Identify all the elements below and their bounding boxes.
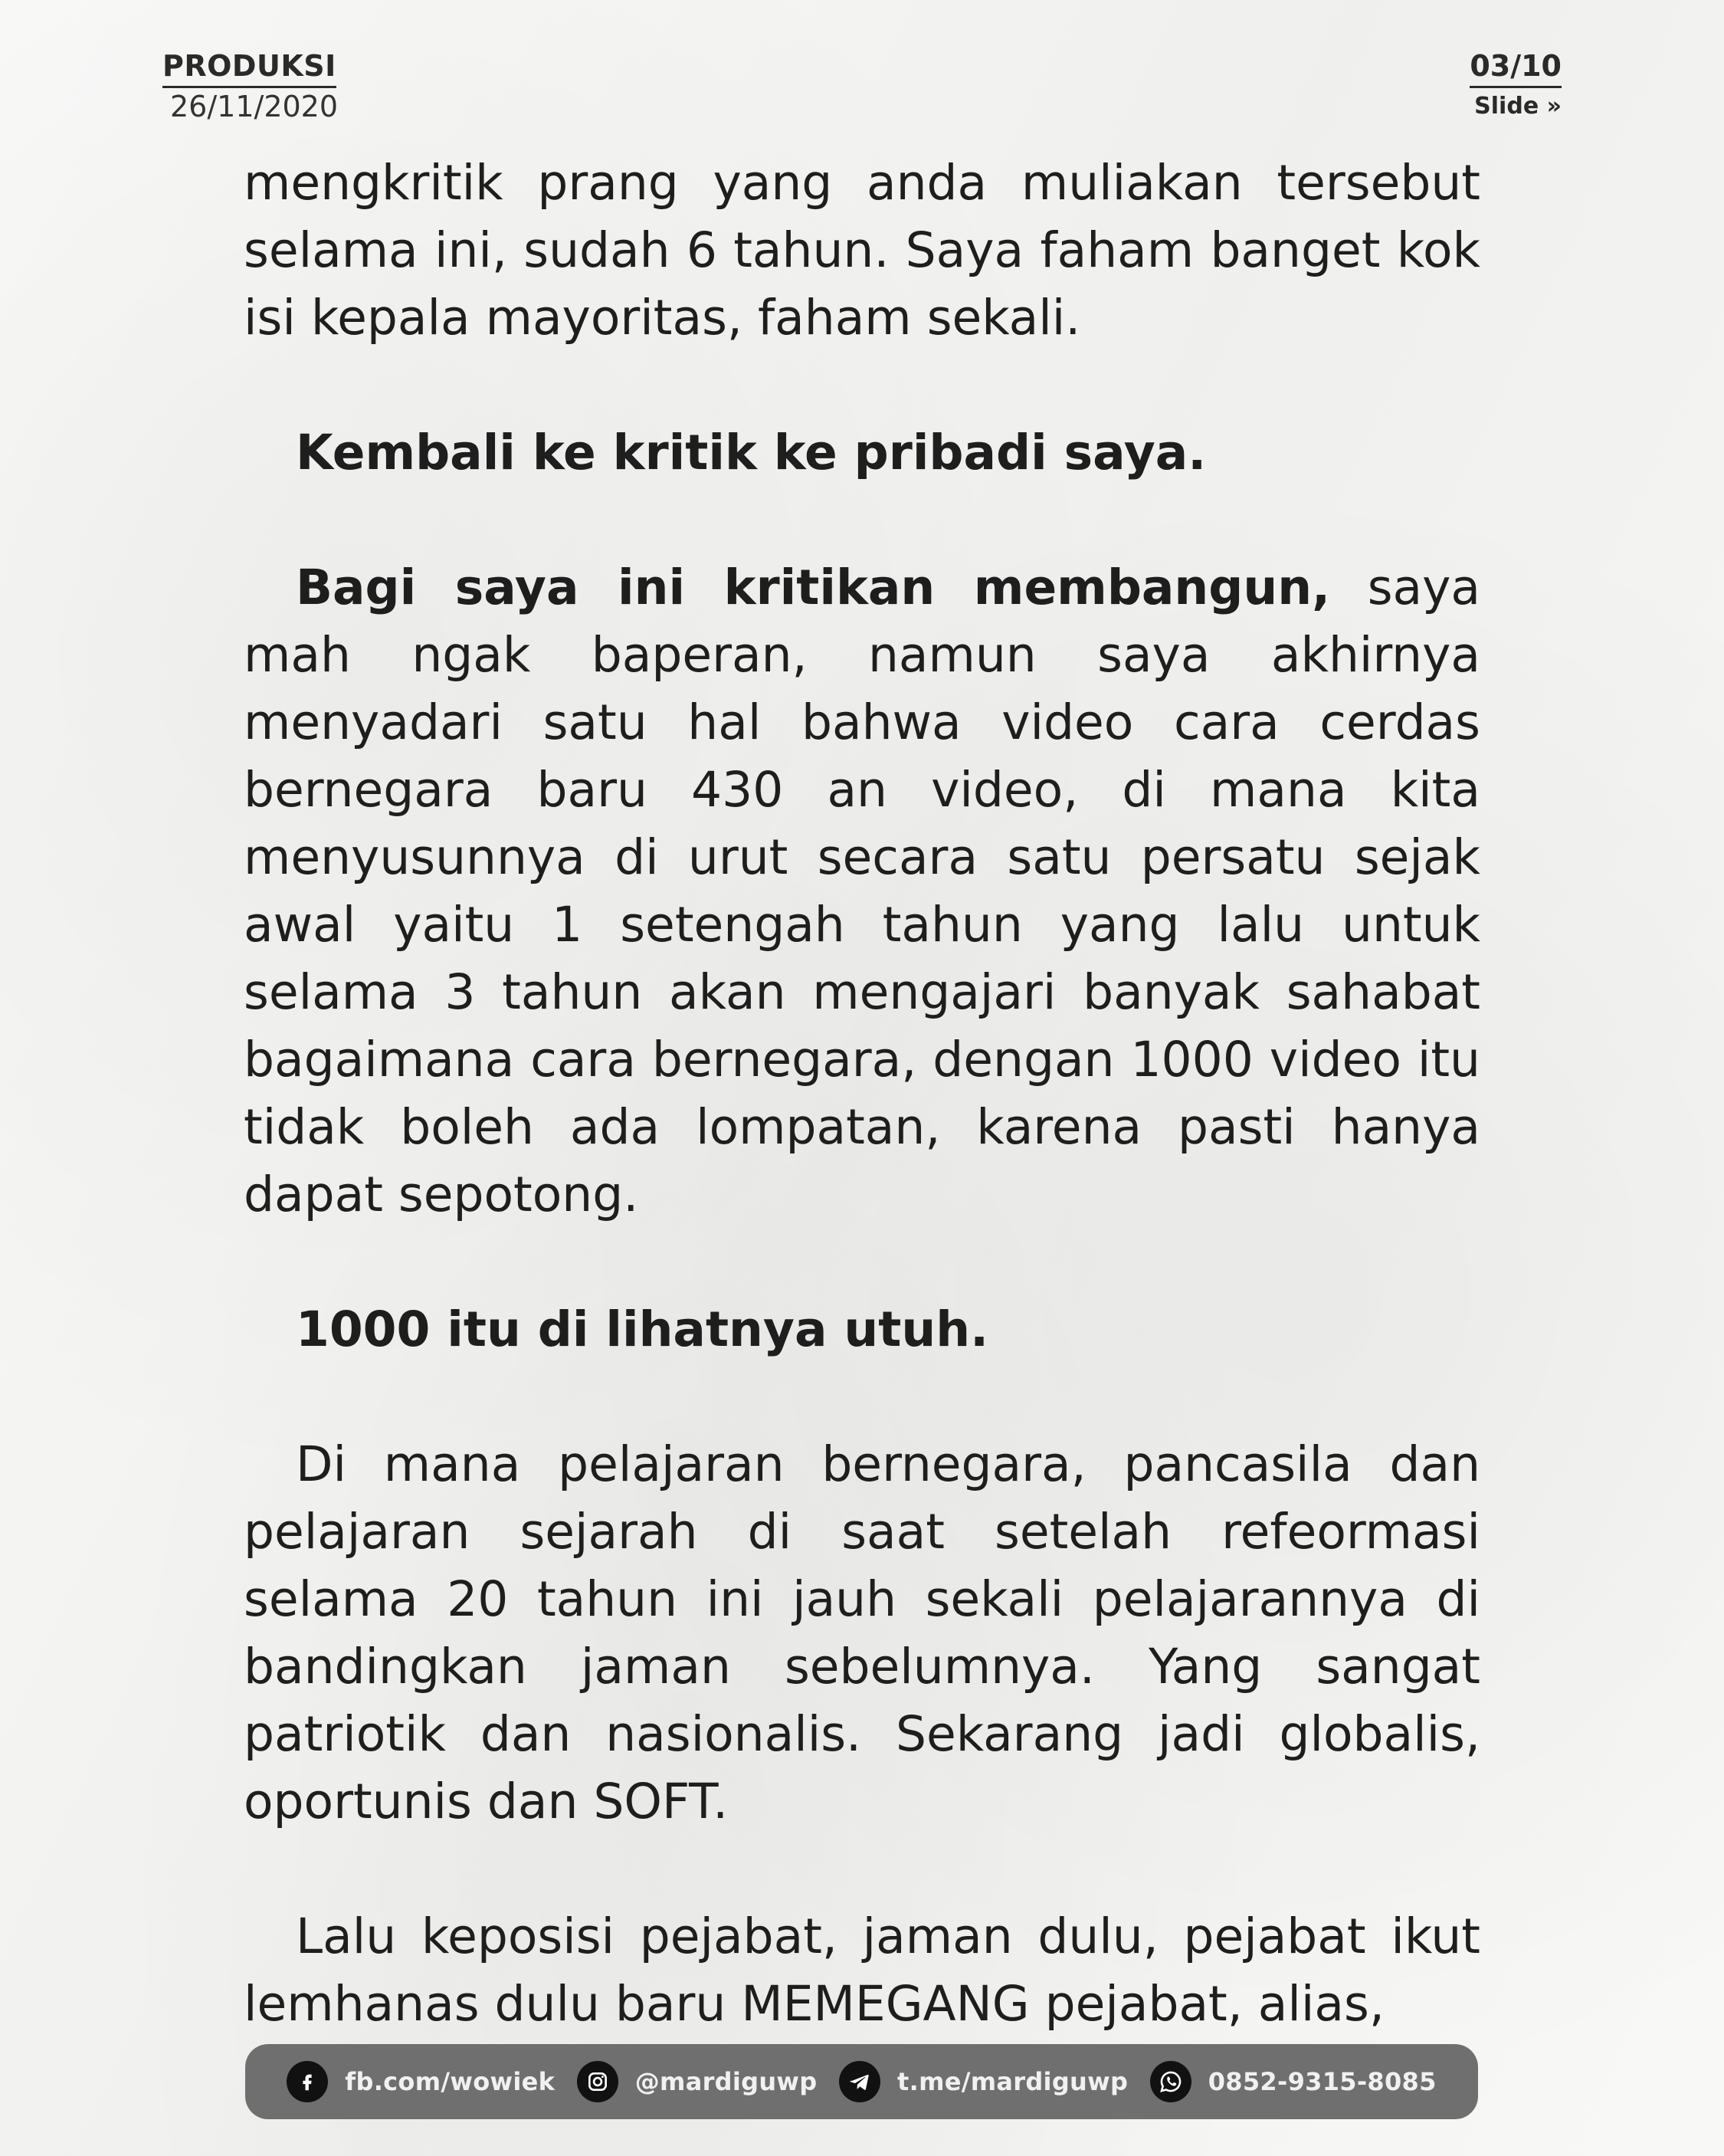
slide-next-hint: Slide » (1474, 93, 1562, 120)
paragraph-2 (244, 419, 1480, 487)
header-meta-right (1470, 49, 1562, 120)
instagram-handle: @mardiguwp (634, 2067, 818, 2096)
article-body (244, 149, 1480, 2038)
paragraph-4 (244, 1296, 1480, 1363)
paragraph-5: Di mana pelajaran bernegara, pancasila dan pelajaran sejarah di saat setelah refeormasi selama 20 tahun ini jauh sekali pelajarannya di bandingkan jaman sebelumnya. Yang sangat patriotik dan nasionalis. Sekarang jadi globalis, oportunis dan SOFT. (244, 1436, 1480, 1829)
whatsapp-number: 0852-9315-8085 (1208, 2067, 1437, 2096)
production-date: 26/11/2020 (170, 90, 339, 123)
header-meta-left (162, 49, 339, 123)
footer-whatsapp[interactable] (1150, 2061, 1437, 2102)
facebook-handle: fb.com/wowiek (345, 2067, 556, 2096)
production-label: PRODUKSI (162, 49, 336, 88)
footer-facebook[interactable] (287, 2061, 555, 2102)
paragraph-2-bold: Kembali ke kritik ke pribadi saya. (296, 425, 1207, 481)
paragraph-1: mengkritik prang yang anda muliakan tersebut selama ini, sudah 6 tahun. Saya faham banget kok isi kepala mayoritas, faham sekali. (244, 155, 1480, 346)
whatsapp-icon (1150, 2061, 1191, 2102)
footer-instagram[interactable] (577, 2061, 818, 2102)
paragraph-6: Lalu keposisi pejabat, jaman dulu, pejabat ikut lemhanas dulu baru MEMEGANG pejabat, alias, (244, 1908, 1480, 2032)
footer-telegram[interactable] (839, 2061, 1128, 2102)
page-indicator: 03/10 (1470, 49, 1562, 88)
paragraph-3-text: saya mah ngak baperan, namun saya akhirnya menyadari satu hal bahwa video cara cerdas bernegara baru 430 an video, di mana kita menyusunnya di urut secara satu persatu sejak awal yaitu 1 setengah tahun yang lalu untuk selama 3 tahun akan mengajari banyak sahabat bagaimana cara bernegara, dengan 1000 video itu tidak boleh ada lompatan, karena pasti hanya dapat sepotong. (244, 560, 1481, 1222)
paragraph-3-bold: Bagi saya ini kritikan membangun, (296, 560, 1331, 615)
paragraph-3 (244, 554, 1480, 1229)
paragraph-4-bold: 1000 itu di lihatnya utuh. (296, 1301, 989, 1357)
instagram-icon (577, 2061, 618, 2102)
facebook-icon (287, 2061, 328, 2102)
telegram-icon (839, 2061, 880, 2102)
telegram-handle: t.me/mardiguwp (897, 2067, 1129, 2096)
social-footer (245, 2044, 1478, 2119)
